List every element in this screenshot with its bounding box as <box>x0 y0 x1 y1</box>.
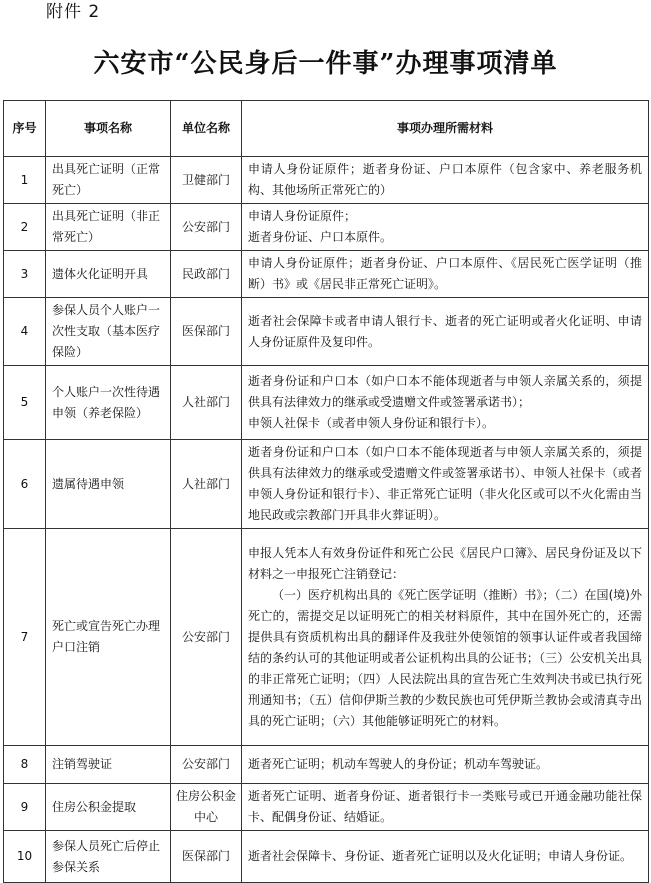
row-materials <box>242 440 649 529</box>
row-unit: 民政部门 <box>171 251 242 298</box>
row-no: 6 <box>4 440 46 529</box>
row-name: 遗属待遇申领 <box>46 440 171 529</box>
row-unit: 人社部门 <box>171 366 242 440</box>
row-name: 死亡或宣告死亡办理户口注销 <box>46 529 171 746</box>
material-line: 逝者身份证和户口本（如户口本不能体现逝者与申领人亲属关系的，须提供具有法律效力的继承或受遗赠文件或签署承诺书）、申领人社保卡（或者申领人身份证和银行卡）、非正常死亡证明（非火化区或可以不火化需由当地民政或宗教部门开具非火葬证明）。 <box>248 445 642 522</box>
material-line: 申请人身份证原件； <box>248 209 357 223</box>
row-unit: 公安部门 <box>171 204 242 251</box>
table-row <box>4 204 649 251</box>
header-unit: 单位名称 <box>171 101 242 157</box>
material-line: 逝者死亡证明；机动车驾驶人的身份证；机动车驾驶证。 <box>248 757 549 771</box>
row-name: 出具死亡证明（非正常死亡） <box>46 204 171 251</box>
row-no: 9 <box>4 784 46 831</box>
row-name: 参保人员个人账户一次性支取（基本医疗保险） <box>46 298 171 366</box>
material-line: 申请人身份证原件；逝者身份证、户口本原件、《居民死亡医学证明（推断）书》或《居民非正常死亡证明》。 <box>248 256 642 291</box>
material-line: 申请人身份证原件；逝者身份证、户口本原件（包含家中、养老服务机构、其他场所正常死亡的） <box>248 162 642 197</box>
row-materials <box>242 746 649 784</box>
table-row <box>4 366 649 440</box>
row-name: 注销驾驶证 <box>46 746 171 784</box>
items-table <box>3 100 649 883</box>
row-materials <box>242 157 649 204</box>
table-row <box>4 784 649 831</box>
table-row <box>4 157 649 204</box>
row-unit: 公安部门 <box>171 529 242 746</box>
table-row <box>4 746 649 784</box>
row-unit: 住房公积金中心 <box>171 784 242 831</box>
table-row <box>4 831 649 883</box>
material-line: 逝者身份证、户口本原件。 <box>248 230 393 244</box>
row-no: 1 <box>4 157 46 204</box>
attachment-label: 附件 2 <box>46 2 101 22</box>
row-name: 参保人员死亡后停止参保关系 <box>46 831 171 883</box>
row-unit: 医保部门 <box>171 298 242 366</box>
row-materials <box>242 831 649 883</box>
row-no: 7 <box>4 529 46 746</box>
row-name: 个人账户一次性待遇申领（养老保险） <box>46 366 171 440</box>
row-no: 2 <box>4 204 46 251</box>
material-line: 逝者社会保障卡或者申请人银行卡、逝者的死亡证明或者火化证明、申请人身份证原件及复印件。 <box>248 313 642 349</box>
header-no: 序号 <box>4 101 46 157</box>
row-name: 出具死亡证明（正常死亡） <box>46 157 171 204</box>
row-materials <box>242 251 649 298</box>
material-line: （一）医疗机构出具的《死亡医学证明（推断）书》；（二）在国(境)外死亡的，需提交足以证明死亡的相关材料原件，其中在国外死亡的，还需提供具有资质机构出具的翻译件及我驻外使领馆的领事认证件或者我国缔结的条约认可的其他证明或者公证机构出具的公证书；（三）公安机关出具的非正常死亡证明；（四）人民法院出具的宣告死亡生效判决书或已执行死刑通知书；（五）信仰伊斯兰教的少数民族也可凭伊斯兰教协会或清真寺出具的死亡证明；（六）其他能够证明死亡的材料。 <box>248 587 642 728</box>
header-name: 事项名称 <box>46 101 171 157</box>
row-unit: 公安部门 <box>171 746 242 784</box>
page-title: 六安市“公民身后一件事”办理事项清单 <box>93 49 558 79</box>
table-row <box>4 298 649 366</box>
row-no: 4 <box>4 298 46 366</box>
table-header-row <box>4 101 649 157</box>
row-materials <box>242 366 649 440</box>
table-row <box>4 529 649 746</box>
material-line: 逝者社会保障卡、身份证、逝者死亡证明以及火化证明；申请人身份证。 <box>248 849 633 863</box>
row-no: 8 <box>4 746 46 784</box>
row-name: 住房公积金提取 <box>46 784 171 831</box>
row-no: 5 <box>4 366 46 440</box>
row-materials <box>242 204 649 251</box>
material-line: 逝者死亡证明、逝者身份证、逝者银行卡一类账号或已开通金融功能社保卡、配偶身份证、结婚证。 <box>248 789 642 824</box>
row-no: 3 <box>4 251 46 298</box>
row-materials <box>242 784 649 831</box>
header-materials: 事项办理所需材料 <box>242 101 649 157</box>
row-no: 10 <box>4 831 46 883</box>
table-row <box>4 440 649 529</box>
material-line: 申领人社保卡（或者申领人身份证和银行卡）。 <box>248 416 495 430</box>
row-unit: 医保部门 <box>171 831 242 883</box>
material-line: 申报人凭本人有效身份证件和死亡公民《居民户口簿》、居民身份证及以下材料之一申报死亡注销登记： <box>248 545 642 581</box>
table-row <box>4 251 649 298</box>
row-materials <box>242 298 649 366</box>
row-unit: 人社部门 <box>171 440 242 529</box>
material-line: 逝者身份证和户口本（如户口本不能体现逝者与申领人亲属关系的，须提供具有法律效力的继承或受遗赠文件或签署承诺书）； <box>248 374 642 409</box>
row-name: 遗体火化证明开具 <box>46 251 171 298</box>
row-materials <box>242 529 649 746</box>
row-unit: 卫健部门 <box>171 157 242 204</box>
